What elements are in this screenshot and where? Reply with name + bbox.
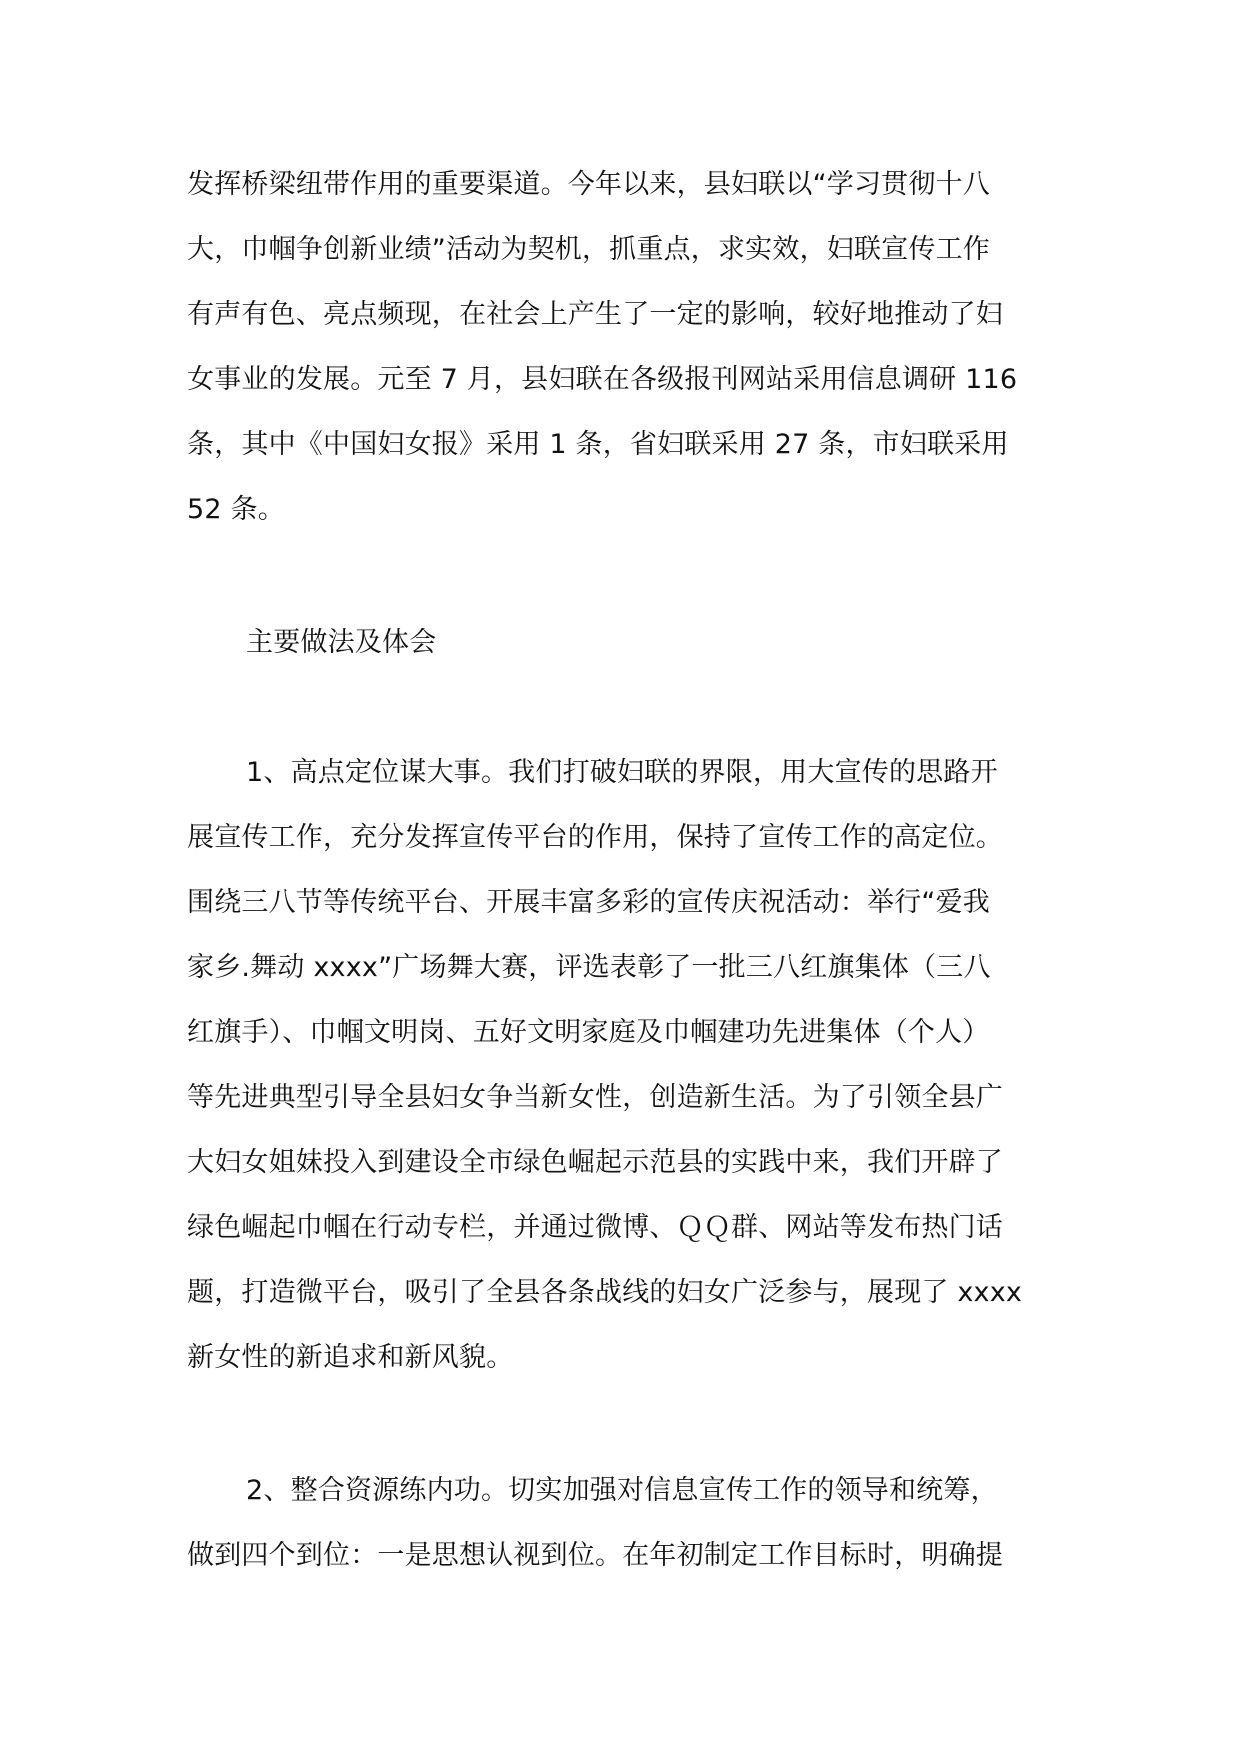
text-line: 新女性的新追求和新风貌。 xyxy=(187,1342,514,1373)
text-line: 家乡.舞动 xxxx”广场舞大赛，评选表彰了一批三八红旗集体（三八 xyxy=(187,952,991,983)
text-line: 围绕三八节等传统平台、开展丰富多彩的宣传庆祝活动：举行“爱我 xyxy=(187,887,990,918)
point-2-paragraph xyxy=(187,1458,1057,1588)
text-line: 大妇女姐妹投入到建设全市绿色崛起示范县的实践中来，我们开辟了 xyxy=(187,1147,1003,1178)
text-line: 1、高点定位谋大事。我们打破妇联的界限，用大宣传的思路开 xyxy=(246,757,998,788)
section-heading xyxy=(187,610,1057,675)
text-line: 展宣传工作，充分发挥宣传平台的作用，保持了宣传工作的高定位。 xyxy=(187,822,1003,853)
text-line: 有声有色、亮点频现，在社会上产生了一定的影响，较好地推动了妇 xyxy=(187,299,1003,330)
intro-paragraph xyxy=(187,152,1057,542)
text-line: 发挥桥梁纽带作用的重要渠道。今年以来，县妇联以“学习贯彻十八 xyxy=(187,169,990,200)
text-line: 52 条。 xyxy=(187,494,285,525)
text-line: 等先进典型引导全县妇女争当新女性，创造新生活。为了引领全县广 xyxy=(187,1082,1003,1113)
text-line: 做到四个到位：一是思想认视到位。在年初制定工作目标时，明确提 xyxy=(187,1540,1003,1571)
section-heading-text: 主要做法及体会 xyxy=(246,627,437,658)
text-line: 大，巾帼争创新业绩”活动为契机，抓重点，求实效，妇联宣传工作 xyxy=(187,234,990,265)
text-line: 绿色崛起巾帼在行动专栏，并通过微博、ＱＱ群、网站等发布热门话 xyxy=(187,1212,1003,1243)
text-line: 红旗手）、巾帼文明岗、五好文明家庭及巾帼建功先进集体（个人） xyxy=(187,1017,990,1048)
text-line: 2、整合资源练内功。切实加强对信息宣传工作的领导和统筹， xyxy=(246,1475,998,1506)
text-line: 题，打造微平台，吸引了全县各条战线的妇女广泛参与，展现了 xxxx xyxy=(187,1277,1023,1308)
point-1-paragraph xyxy=(187,740,1057,1390)
text-line: 女事业的发展。元至 7 月，县妇联在各级报刊网站采用信息调研 116 xyxy=(187,364,1018,395)
text-line: 条，其中《中国妇女报》采用 1 条，省妇联采用 27 条，市妇联采用 xyxy=(187,429,1009,460)
